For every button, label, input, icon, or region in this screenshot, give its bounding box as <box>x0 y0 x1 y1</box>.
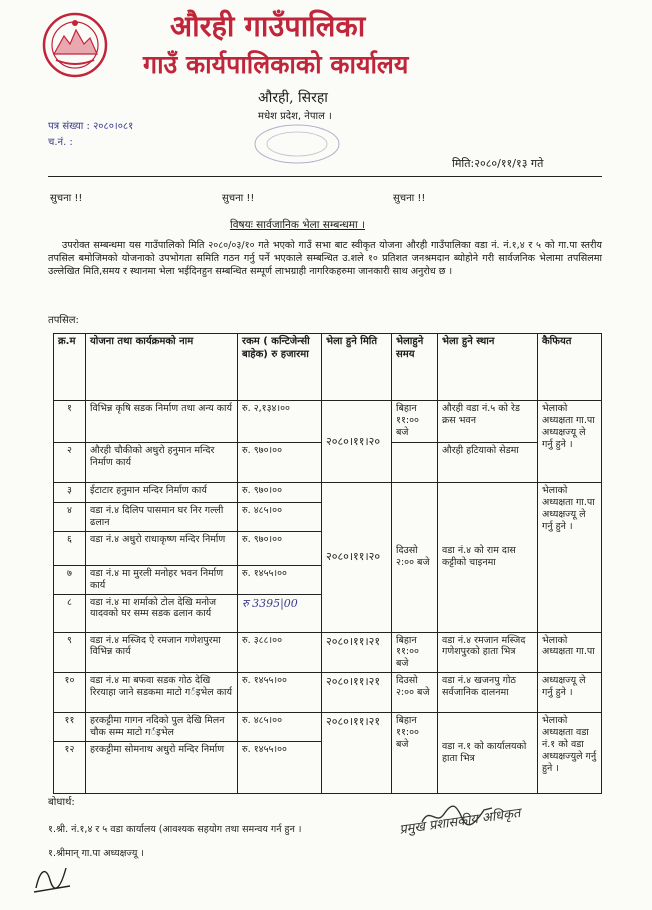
cell-remarks: अध्यक्षज्यू ले गर्नु हुने । <box>538 673 602 713</box>
cell-project-name: वडा नं.४ अधुरो राधाकृष्ण मन्दिर निर्माण <box>86 531 238 565</box>
subject-line: विषयः सार्वजानिक भेला सम्बन्धमा । <box>230 219 366 231</box>
cell-sn: ६ <box>54 531 86 565</box>
notice-label-2: सुचना !! <box>222 193 255 204</box>
signatory-title: प्रमुख प्रशासकीय अधिकृत <box>398 805 522 838</box>
cell-meeting-date: २०८०।११।२१ <box>322 713 392 794</box>
cell-remarks: भेलाको अध्यक्षता वडा नं.१ को वडा अध्यक्षज्युले गर्नु हुने । <box>538 713 602 794</box>
cell-sn: ७ <box>54 565 86 594</box>
cell-meeting-place: औरही वडा नं.५ को रेड क्रस भवन <box>438 401 538 443</box>
cell-meeting-time: बिहान ११:०० बजे <box>392 632 438 673</box>
header-meeting-time: भेलाहुने समय <box>392 334 438 401</box>
municipality-logo <box>40 10 110 80</box>
cell-amount: रु. ४८५।०० <box>238 503 322 532</box>
tapsil-label: तपसिल: <box>48 315 79 326</box>
cell-project-name: औरही चौकीको अधुरो हनुमान मन्दिर निर्माण कार्य <box>86 443 238 483</box>
cell-project-name: वडा नं.४ दिलिप पासमान घर निर गल्ली ढलान <box>86 503 238 532</box>
cell-sn: ११ <box>54 713 86 742</box>
cell-amount: रु. २,१३४।०० <box>238 401 322 443</box>
cell-project-name: विभिन्न कृषि सडक निर्माण तथा अन्य कार्य <box>86 401 238 443</box>
header-meeting-date: भेला हुने मिति <box>322 334 392 401</box>
table-row <box>54 713 602 742</box>
cell-project-name: वडा नं.४ मा बफवा सडक गोठ देखि रिरयाहा जाने सडकमा माटो गर्इभेल कार्य <box>86 673 238 713</box>
header-divider <box>48 176 602 177</box>
table-row <box>54 401 602 443</box>
table-row <box>54 483 602 503</box>
letter-date: मिति:२०८०/११/१३ गते <box>452 157 544 170</box>
project-schedule-table <box>53 333 602 794</box>
address-line-2: मधेश प्रदेश, नेपाल । <box>258 111 332 122</box>
cell-project-name: हरकट्टीमा गागन नदिको पुल देखि मिलन चौक सम्म माटो गर्इभेल <box>86 713 238 742</box>
cell-meeting-time: बिहान ११:०० बजे <box>392 401 438 443</box>
cell-amount: रु. ९७०।०० <box>238 483 322 503</box>
cell-sn: १० <box>54 673 86 713</box>
table-header-row <box>54 334 602 401</box>
initial-scribble <box>30 860 74 896</box>
cell-project-name: वडा नं.४ मा शर्माको टोल देखि मनोज यादवको घर सम्म सडक ढलान कार्य <box>86 594 238 632</box>
cell-sn: २ <box>54 443 86 483</box>
cell-amount: रु. ९७०।०० <box>238 443 322 483</box>
cell-meeting-date: २०८०।११।२० <box>322 483 392 633</box>
cell-meeting-date: २०८०।११।२१ <box>322 673 392 713</box>
cc-line-1: १.श्री. नं.१,४ र ५ वडा कार्यालय (आवश्यक सहयोग तथा समन्वय गर्न हुन । <box>48 824 302 835</box>
cell-remarks: भेलाको अध्यक्षता गा.पा अध्यक्षज्यू ले गर्नु हुने । <box>538 401 602 483</box>
notice-label-1: सुचना !! <box>50 193 83 204</box>
cell-sn: ८ <box>54 594 86 632</box>
letter-ref-number: पत्र संख्या : २०८०।०८१ <box>48 121 134 132</box>
cell-amount: रु. १४५५।०० <box>238 673 322 713</box>
cell-amount: रु. ४८५।०० <box>238 713 322 742</box>
cell-amount: रु. १४५५।०० <box>238 565 322 594</box>
cell-remarks: भेलाको अध्यक्षता गा.पा <box>538 632 602 673</box>
header-amount: रकम ( कन्टिजेन्सी बाहेक) रु हजारमा <box>238 334 322 401</box>
cell-meeting-place: वडा नं.४ खजनपु गोठ सर्वजानिक दालनमा <box>438 673 538 713</box>
cell-sn: ४ <box>54 503 86 532</box>
header-project-name: योजना तथा कार्यक्रमको नाम <box>86 334 238 401</box>
cell-meeting-place: वडा नं.४ को राम दास कट्टीको चाइनमा <box>438 483 538 633</box>
cell-meeting-place: औरही हटियाको सेडमा <box>438 443 538 483</box>
org-name: औरही गाउँपालिका <box>170 9 366 43</box>
cell-meeting-time <box>392 443 438 483</box>
cell-meeting-time: दिउसो २:०० बजे <box>392 673 438 713</box>
cell-remarks: भेलाको अध्यक्षता गा.पा अध्यक्षज्यू ले गर्नु हुने । <box>538 483 602 633</box>
notice-label-3: सुचना !! <box>393 193 426 204</box>
cell-meeting-time: बिहान ११:०० बजे <box>392 713 438 794</box>
cc-label: बोधार्थ: <box>48 797 75 808</box>
cell-meeting-date: २०८०।११।२० <box>322 401 392 483</box>
cell-amount: रु. ३८८।०० <box>238 632 322 673</box>
table-row <box>54 673 602 713</box>
cell-sn: १ <box>54 401 86 443</box>
cell-amount-handwritten: रु 3395|00 <box>238 594 322 632</box>
cell-sn: १२ <box>54 741 86 793</box>
body-paragraph: उपरोक्त सम्बन्धमा यस गाउँपालिको मिति २०८०/०३/१० गते भएको गाउँ सभा बाट स्वीकृत योजना औरही गाउँपालिका वडा नं. नं.१,४ र ५ को गा.पा स्तरीय तपसिल बमोजिमको योजनाको उपभोगता समिति गठन गर्नु पर्ने भएकाले सम्बन्धित उ.शले १० प्रतिशत जनश्रमदान ब्योहोने गरी सार्वजनिक भेलामा तपसिलमा उल्लेखित मिति,समय र स्थानमा भेला भईदिनहुन सम्बन्धित सम्पूर्ण लाभग्राही नागरिकहरुमा जानकारी साथ अनुरोध छ । <box>48 240 602 277</box>
cell-meeting-place: वडा न.१ को कार्यालयको हाता भित्र <box>438 713 538 794</box>
office-stamp <box>252 122 342 166</box>
cell-meeting-place: वडा नं.४ रमजान मस्जिद गणेशपुरको हाता भित्र <box>438 632 538 673</box>
cell-sn: ९ <box>54 632 86 673</box>
cell-project-name: ईटाटार हनुमान मन्दिर निर्माण कार्य <box>86 483 238 503</box>
cell-sn: ३ <box>54 483 86 503</box>
header-remarks: कैफियत <box>538 334 602 401</box>
header-sn: क्र.म <box>54 334 86 401</box>
cell-amount: रु. ९७०।०० <box>238 531 322 565</box>
office-name: गाउँ कार्यपालिकाको कार्यालय <box>143 50 409 79</box>
cc-line-2: १.श्रीमान् गा.पा अध्यक्षज्यू । <box>48 848 145 859</box>
cell-meeting-date: २०८०।११।२१ <box>322 632 392 673</box>
table-row <box>54 632 602 673</box>
cell-project-name: वडा नं.४ मस्जिद ऐ रमजान गणेशपुरमा विभिन्न कार्य <box>86 632 238 673</box>
header-meeting-place: भेला हुने स्थान <box>438 334 538 401</box>
dispatch-number: च.नं. : <box>48 137 73 148</box>
cell-amount: रु. १४५५।०० <box>238 741 322 793</box>
cell-project-name: वडा नं.४ मा मुरली मनोहर भवन निर्माण कार्य <box>86 565 238 594</box>
cell-meeting-time: दिउसो २:०० बजे <box>392 483 438 633</box>
address-line-1: औरही, सिरहा <box>258 90 328 106</box>
cell-project-name: हरकट्टीमा सोमनाथ अधुरो मन्दिर निर्माण <box>86 741 238 793</box>
